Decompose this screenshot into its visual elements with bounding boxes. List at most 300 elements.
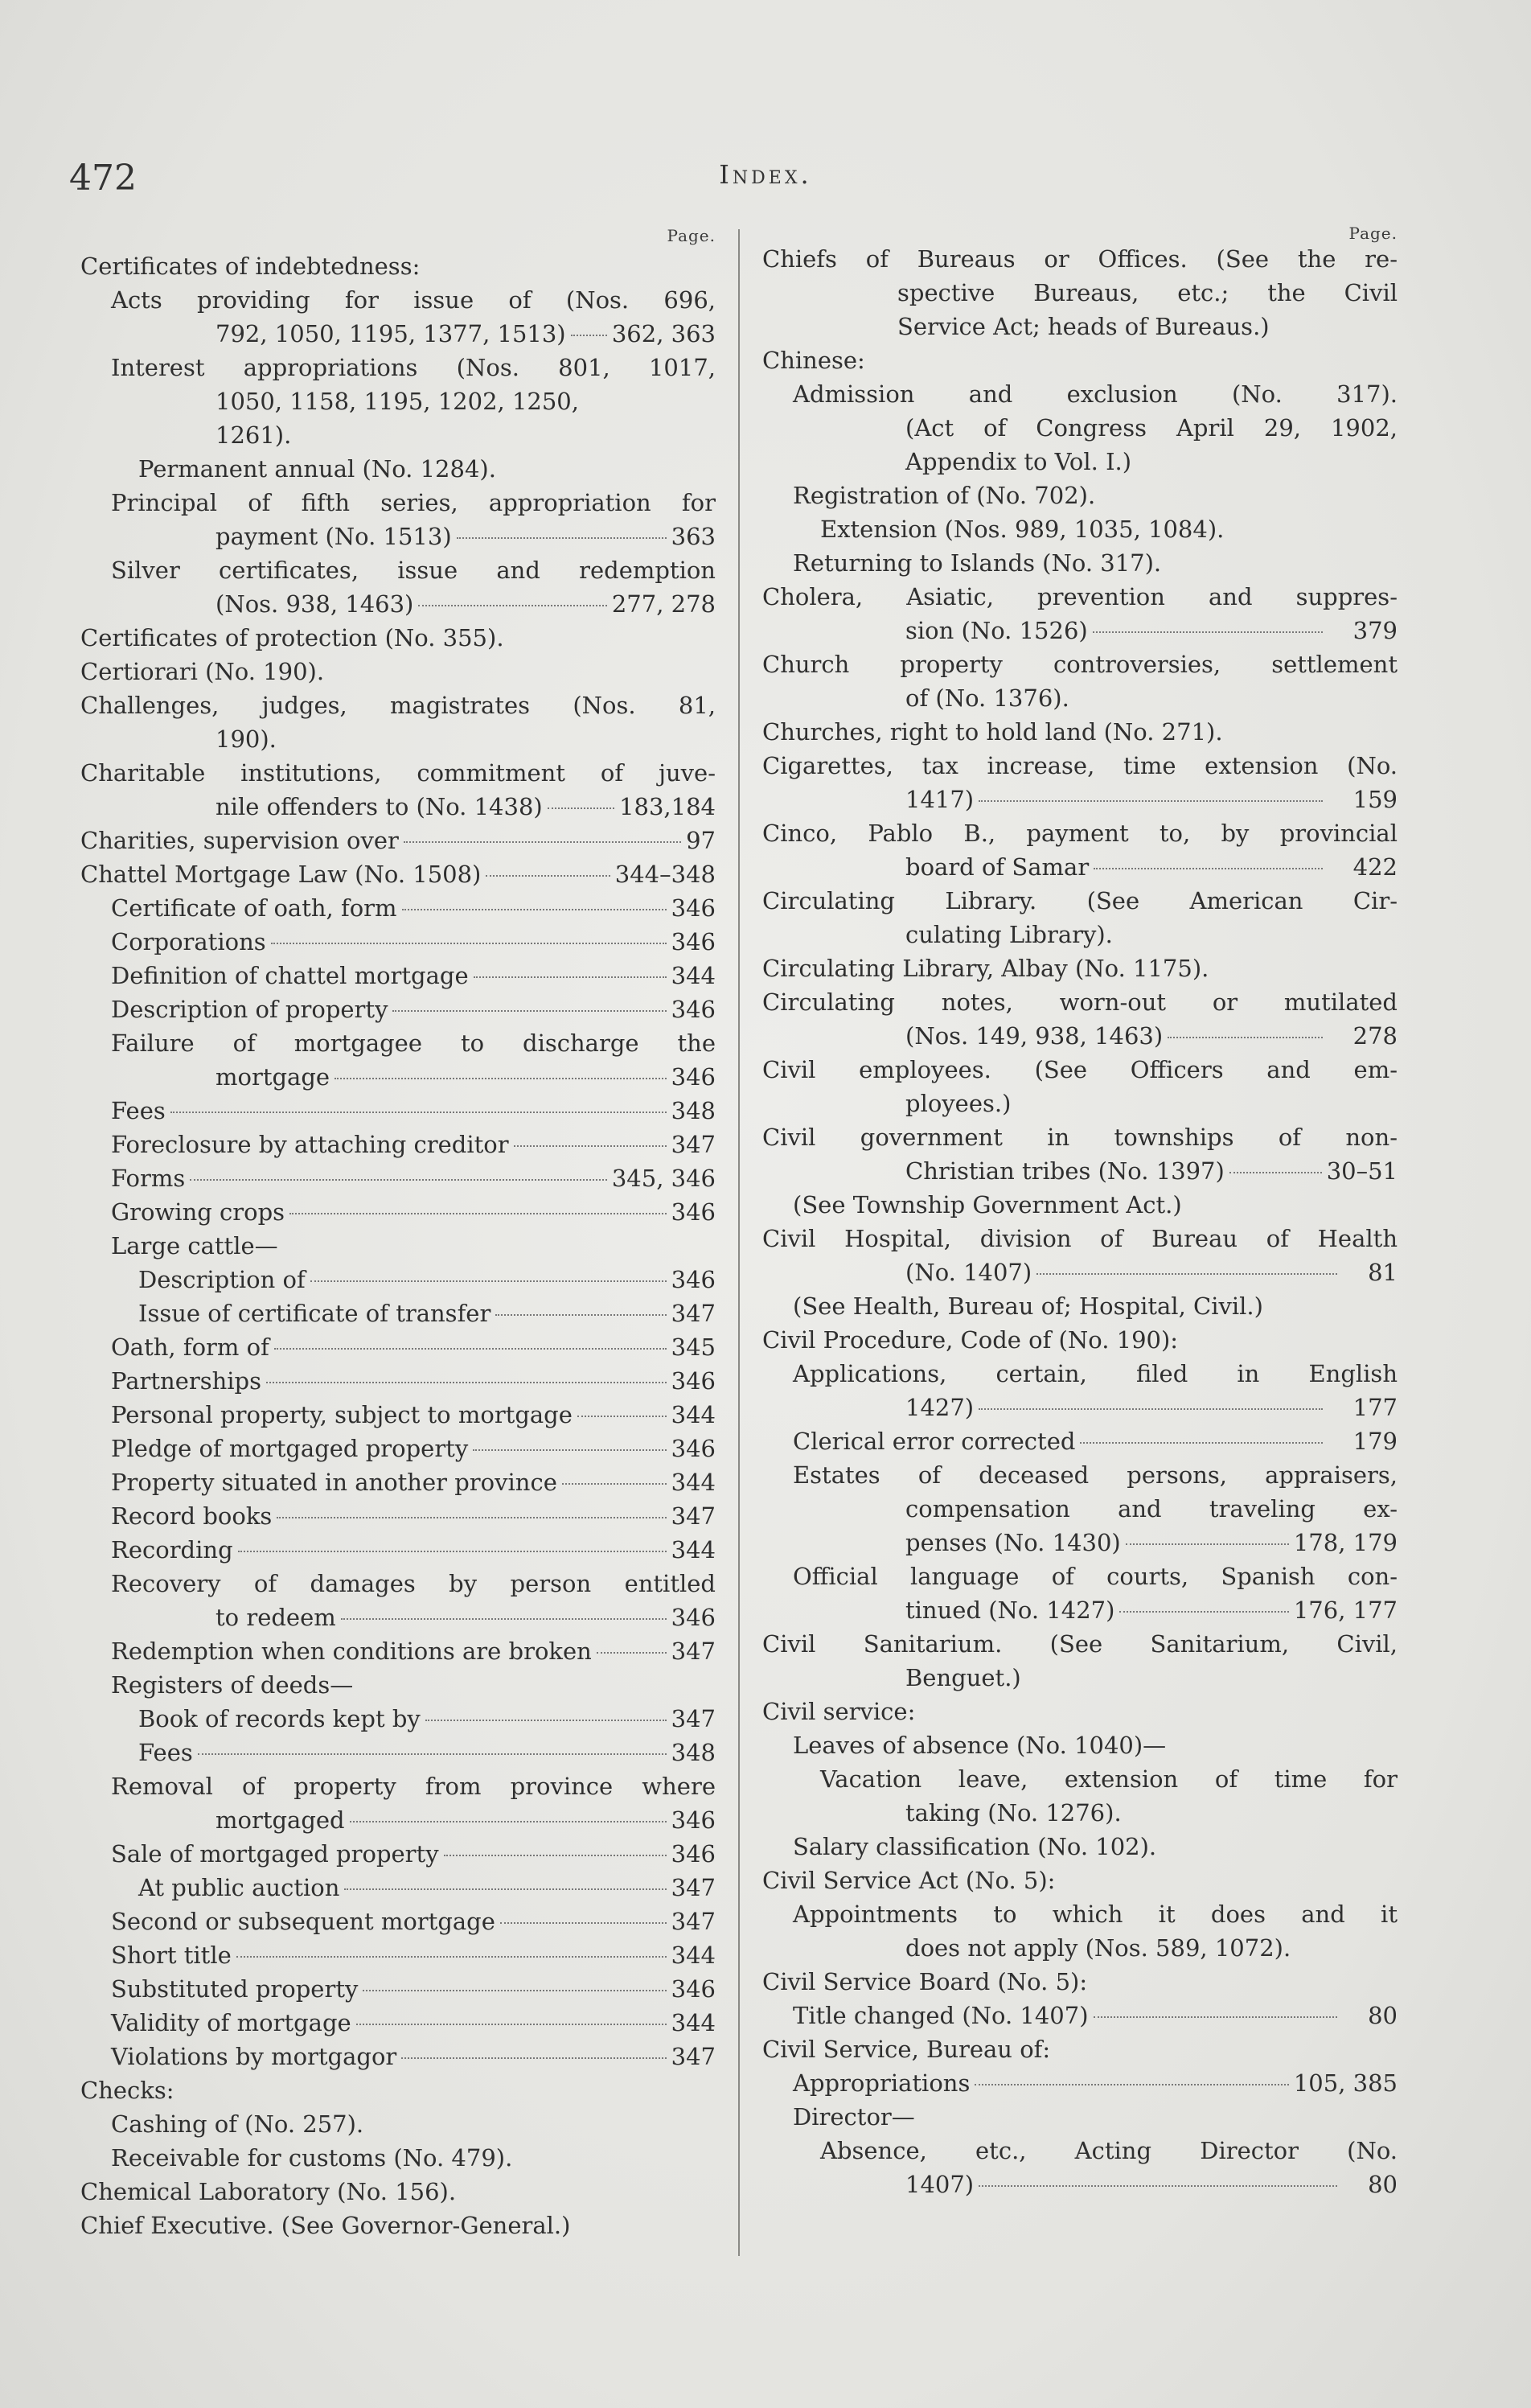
entry-text: Challenges, judges, magistrates (Nos. 81, bbox=[80, 692, 716, 719]
page-reference: 177 bbox=[1352, 1394, 1398, 1421]
index-entry bbox=[80, 553, 716, 587]
index-entry bbox=[80, 925, 716, 959]
dot-leader bbox=[1168, 1037, 1322, 1038]
entry-text: Absence, etc., Acting Director (No. bbox=[820, 2137, 1398, 2164]
entry-text: At public auction bbox=[138, 1874, 340, 1901]
page-reference: 363 bbox=[671, 523, 716, 550]
dot-leader bbox=[341, 1618, 667, 1620]
index-entry bbox=[80, 2006, 716, 2040]
entry-text: Certiorari (No. 190). bbox=[80, 658, 325, 685]
dot-leader bbox=[1094, 2016, 1338, 2018]
page-reference: 346 bbox=[671, 1975, 716, 2003]
entry-text: mortgaged bbox=[215, 1806, 345, 1834]
index-entry bbox=[80, 1128, 716, 1161]
page-reference: 344 bbox=[671, 1942, 716, 1969]
entry-text: Cinco, Pablo B., payment to, by provincial bbox=[762, 820, 1398, 847]
entry-text: Charities, supervision over bbox=[80, 827, 399, 854]
page-column-label: Page. bbox=[1348, 224, 1398, 243]
dot-leader bbox=[500, 1922, 667, 1924]
index-entry bbox=[80, 2141, 716, 2175]
page-reference: 345 bbox=[671, 1333, 716, 1361]
entry-text: Certificate of oath, form bbox=[111, 894, 397, 922]
entry-text: Admission and exclusion (No. 317). bbox=[793, 380, 1398, 408]
entry-text: Redemption when conditions are broken bbox=[111, 1638, 592, 1665]
entry-text: Cigarettes, tax increase, time extension (No. bbox=[762, 752, 1398, 779]
page-reference: 346 bbox=[671, 894, 716, 922]
entry-text: Book of records kept by bbox=[138, 1705, 421, 1732]
index-entry bbox=[762, 1661, 1398, 1695]
dot-leader bbox=[266, 1382, 667, 1383]
page-reference: 176, 177 bbox=[1293, 1596, 1398, 1624]
index-entry bbox=[762, 2100, 1398, 2134]
dot-leader bbox=[170, 1112, 667, 1113]
entry-text: Appendix to Vol. I.) bbox=[905, 448, 1132, 475]
index-entry bbox=[762, 1526, 1398, 1559]
index-entry bbox=[80, 756, 716, 790]
entry-text: Corporations bbox=[111, 928, 266, 955]
page-reference: 346 bbox=[671, 1604, 716, 1631]
index-entry bbox=[762, 580, 1398, 614]
entry-text: Returning to Islands (No. 317). bbox=[793, 549, 1162, 577]
page-reference: 422 bbox=[1352, 853, 1398, 881]
entry-text: of (No. 1376). bbox=[905, 684, 1069, 712]
entry-text: (See Township Government Act.) bbox=[793, 1191, 1182, 1218]
page-reference: 347 bbox=[671, 2043, 716, 2070]
page-reference: 346 bbox=[671, 1806, 716, 1834]
entry-text: 190). bbox=[215, 725, 277, 753]
index-entry bbox=[762, 918, 1398, 951]
entry-text: Civil Service Act (No. 5): bbox=[762, 1867, 1056, 1894]
entry-text: 1427) bbox=[905, 1394, 975, 1421]
entry-text: 1407) bbox=[905, 2171, 975, 2198]
page-reference: 346 bbox=[671, 1840, 716, 1868]
page-reference: 80 bbox=[1368, 2171, 1398, 2198]
index-entry bbox=[80, 283, 716, 317]
index-entry bbox=[762, 1424, 1398, 1458]
dot-leader bbox=[1119, 1611, 1288, 1613]
index-entry bbox=[762, 546, 1398, 580]
dot-leader bbox=[495, 1314, 666, 1316]
entry-text: Personal property, subject to mortgage bbox=[111, 1401, 573, 1428]
index-entry bbox=[80, 418, 716, 452]
dot-leader bbox=[198, 1753, 667, 1755]
index-entry bbox=[762, 242, 1398, 276]
page-reference: 344 bbox=[671, 962, 716, 989]
dot-leader bbox=[401, 2057, 666, 2059]
index-entry bbox=[762, 1695, 1398, 1728]
page-reference: 81 bbox=[1368, 1259, 1398, 1286]
index-entry bbox=[762, 1391, 1398, 1424]
dot-leader bbox=[571, 335, 607, 336]
index-entry bbox=[762, 1559, 1398, 1593]
index-entry bbox=[762, 850, 1398, 884]
index-entry bbox=[762, 647, 1398, 681]
right-index-column bbox=[762, 224, 1398, 2201]
dot-leader bbox=[425, 1720, 667, 1721]
index-entry bbox=[80, 1296, 716, 1330]
index-entry bbox=[762, 1053, 1398, 1087]
index-entry bbox=[762, 276, 1398, 310]
entry-text: (Nos. 938, 1463) bbox=[215, 590, 414, 618]
entry-text: Civil Service Board (No. 5): bbox=[762, 1968, 1088, 1995]
dot-leader bbox=[236, 1956, 667, 1958]
dot-leader bbox=[392, 1010, 666, 1012]
dot-leader bbox=[979, 1408, 1323, 1410]
dot-leader bbox=[562, 1483, 667, 1485]
index-entry bbox=[80, 824, 716, 857]
index-entry bbox=[762, 2066, 1398, 2100]
index-entry bbox=[762, 783, 1398, 816]
index-entry bbox=[80, 1702, 716, 1736]
page-reference: 346 bbox=[671, 1063, 716, 1091]
dot-leader bbox=[289, 1213, 667, 1214]
entry-text: Civil government in townships of non- bbox=[762, 1124, 1398, 1151]
page-reference: 348 bbox=[671, 1097, 716, 1124]
index-entry bbox=[762, 1255, 1398, 1289]
entry-text: Principal of fifth series, appropriation for bbox=[111, 489, 716, 516]
page-reference: 346 bbox=[671, 1435, 716, 1462]
column-divider bbox=[738, 229, 740, 2256]
entry-text: Record books bbox=[111, 1502, 273, 1530]
entry-text: board of Samar bbox=[905, 853, 1090, 881]
index-entry bbox=[762, 1999, 1398, 2032]
entry-text: Acts providing for issue of (Nos. 696, bbox=[111, 286, 716, 314]
page-number: 472 bbox=[69, 158, 137, 199]
entry-text: Appointments to which it does and it bbox=[793, 1901, 1398, 1928]
entry-text: Recording bbox=[111, 1536, 233, 1564]
entry-text: sion (No. 1526) bbox=[905, 617, 1088, 644]
index-entry bbox=[80, 1195, 716, 1229]
entry-text: Civil employees. (See Officers and em- bbox=[762, 1056, 1398, 1083]
entry-text: Forms bbox=[111, 1165, 186, 1192]
entry-text: Chattel Mortgage Law (No. 1508) bbox=[80, 861, 482, 888]
entry-text: (Nos. 149, 938, 1463) bbox=[905, 1022, 1164, 1050]
left-index-column bbox=[80, 227, 716, 2242]
entry-text: mortgage bbox=[215, 1063, 330, 1091]
index-entry bbox=[80, 520, 716, 553]
index-entry bbox=[762, 1289, 1398, 1323]
entry-text: Short title bbox=[111, 1942, 232, 1969]
index-entry bbox=[762, 2032, 1398, 2066]
index-entry bbox=[762, 884, 1398, 918]
dot-leader bbox=[975, 2084, 1289, 2085]
index-entry bbox=[80, 959, 716, 992]
entry-text: Civil Procedure, Code of (No. 190): bbox=[762, 1326, 1179, 1354]
index-entry bbox=[762, 1931, 1398, 1965]
page-reference: 346 bbox=[671, 928, 716, 955]
dot-leader bbox=[363, 1990, 666, 1991]
dot-leader bbox=[474, 976, 667, 978]
dot-leader bbox=[1094, 868, 1322, 869]
entry-text: Growing crops bbox=[111, 1198, 285, 1226]
page-reference: 80 bbox=[1368, 2002, 1398, 2029]
index-entry bbox=[762, 310, 1398, 343]
entry-text: Civil service: bbox=[762, 1698, 916, 1725]
page-reference: 277, 278 bbox=[611, 590, 716, 618]
entry-text: Circulating Library, Albay (No. 1175). bbox=[762, 955, 1209, 982]
dot-leader bbox=[1093, 631, 1323, 633]
index-entry bbox=[762, 749, 1398, 783]
entry-text: does not apply (Nos. 589, 1072). bbox=[905, 1934, 1291, 1962]
entry-text: Violations by mortgagor bbox=[111, 2043, 397, 2070]
dot-leader bbox=[238, 1551, 667, 1552]
index-entry bbox=[80, 1465, 716, 1499]
index-entry bbox=[762, 1830, 1398, 1864]
index-entry bbox=[762, 951, 1398, 985]
page-reference: 159 bbox=[1352, 786, 1398, 813]
entry-text: Fees bbox=[111, 1097, 166, 1124]
index-entry bbox=[762, 2134, 1398, 2168]
entry-text: Civil Hospital, division of Bureau of Health bbox=[762, 1225, 1398, 1252]
dot-leader bbox=[190, 1179, 607, 1181]
entry-text: Property situated in another province bbox=[111, 1469, 557, 1496]
index-entry bbox=[80, 688, 716, 722]
page-reference: 278 bbox=[1352, 1022, 1398, 1050]
entry-text: to redeem bbox=[215, 1604, 336, 1631]
entry-text: Recovery of damages by person entitled bbox=[111, 1570, 716, 1597]
index-entry bbox=[80, 1229, 716, 1263]
entry-text: (See Health, Bureau of; Hospital, Civil.) bbox=[793, 1292, 1263, 1320]
entry-text: Large cattle— bbox=[111, 1232, 278, 1259]
index-entry bbox=[80, 2040, 716, 2073]
entry-text: taking (No. 1276). bbox=[905, 1799, 1122, 1827]
entry-text: Fees bbox=[138, 1739, 193, 1766]
entry-text: Validity of mortgage bbox=[111, 2009, 351, 2036]
dot-leader bbox=[274, 1348, 667, 1350]
index-entry bbox=[80, 486, 716, 520]
page-reference: 362, 363 bbox=[611, 320, 716, 347]
index-entry bbox=[80, 857, 716, 891]
index-entry bbox=[762, 1864, 1398, 1897]
index-entry bbox=[80, 2175, 716, 2209]
index-entry bbox=[762, 985, 1398, 1019]
entry-text: Second or subsequent mortgage bbox=[111, 1908, 495, 1935]
entry-text: tinued (No. 1427) bbox=[905, 1596, 1115, 1624]
index-entry bbox=[80, 722, 716, 756]
entry-text: Sale of mortgaged property bbox=[111, 1840, 439, 1868]
index-entry bbox=[80, 1905, 716, 1938]
page-reference: 347 bbox=[671, 1874, 716, 1901]
dot-leader bbox=[1126, 1543, 1289, 1545]
index-entry bbox=[80, 384, 716, 418]
entry-text: Civil Service, Bureau of: bbox=[762, 2036, 1051, 2063]
dot-leader bbox=[1080, 1442, 1322, 1444]
entry-text: Silver certificates, issue and redemption bbox=[111, 557, 716, 584]
index-entry bbox=[80, 1668, 716, 1702]
entry-text: Failure of mortgagee to discharge the bbox=[111, 1029, 716, 1057]
page-reference: 347 bbox=[671, 1638, 716, 1665]
index-entry bbox=[762, 479, 1398, 512]
entry-text: 1261). bbox=[215, 421, 292, 449]
index-entry bbox=[80, 1601, 716, 1634]
index-entry bbox=[80, 992, 716, 1026]
page-reference: 346 bbox=[671, 1198, 716, 1226]
entry-text: Cholera, Asiatic, prevention and suppres- bbox=[762, 583, 1398, 610]
index-entry bbox=[80, 891, 716, 925]
dot-leader bbox=[1036, 1273, 1337, 1275]
entry-text: Interest appropriations (Nos. 801, 1017, bbox=[111, 354, 716, 381]
dot-leader bbox=[457, 537, 667, 539]
entry-text: Pledge of mortgaged property bbox=[111, 1435, 469, 1462]
index-entry bbox=[762, 1222, 1398, 1255]
page-reference: 379 bbox=[1352, 617, 1398, 644]
index-entry bbox=[762, 1154, 1398, 1188]
page-reference: 346 bbox=[671, 996, 716, 1023]
page-reference: 347 bbox=[671, 1300, 716, 1327]
dot-leader bbox=[310, 1280, 667, 1282]
entry-text: Receivable for customs (No. 479). bbox=[111, 2144, 513, 2172]
entry-text: Salary classification (No. 102). bbox=[793, 1833, 1157, 1860]
entry-text: Leaves of absence (No. 1040)— bbox=[793, 1732, 1167, 1759]
dot-leader bbox=[514, 1145, 667, 1147]
page-reference: 105, 385 bbox=[1293, 2069, 1398, 2097]
index-entry bbox=[762, 681, 1398, 715]
index-entry bbox=[80, 1837, 716, 1871]
entry-text: culating Library). bbox=[905, 921, 1113, 948]
dot-leader bbox=[548, 807, 614, 809]
entry-text: 1050, 1158, 1195, 1202, 1250, bbox=[215, 388, 579, 415]
index-entry bbox=[80, 1769, 716, 1803]
page-reference: 183,184 bbox=[619, 793, 716, 820]
index-entry bbox=[762, 1492, 1398, 1526]
index-entry bbox=[80, 1432, 716, 1465]
index-entry bbox=[762, 1965, 1398, 1999]
page-reference: 346 bbox=[671, 1266, 716, 1293]
entry-text: Registration of (No. 702). bbox=[793, 482, 1096, 509]
entry-text: penses (No. 1430) bbox=[905, 1529, 1121, 1556]
page-reference: 344–348 bbox=[614, 861, 716, 888]
index-entry bbox=[80, 2073, 716, 2107]
index-entry bbox=[80, 1094, 716, 1128]
dot-leader bbox=[418, 605, 606, 606]
entry-text: Substituted property bbox=[111, 1975, 359, 2003]
index-entry bbox=[762, 1087, 1398, 1120]
index-entry bbox=[762, 1897, 1398, 1931]
entry-text: Removal of property from province where bbox=[111, 1773, 716, 1800]
index-entry bbox=[80, 2209, 716, 2242]
index-entry bbox=[80, 1972, 716, 2006]
entry-text: Chinese: bbox=[762, 347, 865, 374]
index-entry bbox=[762, 1019, 1398, 1053]
dot-leader bbox=[979, 2185, 1337, 2187]
entry-text: Service Act; heads of Bureaus.) bbox=[897, 313, 1270, 340]
entry-text: Checks: bbox=[80, 2077, 174, 2104]
page-reference: 348 bbox=[671, 1739, 716, 1766]
entry-text: Vacation leave, extension of time for bbox=[820, 1765, 1398, 1793]
entry-text: Clerical error corrected bbox=[793, 1428, 1076, 1455]
entry-text: ployees.) bbox=[905, 1090, 1012, 1117]
index-entry bbox=[80, 2107, 716, 2141]
dot-leader bbox=[473, 1449, 666, 1451]
entry-text: payment (No. 1513) bbox=[215, 523, 452, 550]
index-entry bbox=[762, 1728, 1398, 1762]
index-entry bbox=[762, 614, 1398, 647]
index-entry bbox=[80, 351, 716, 384]
entry-text: Registers of deeds— bbox=[111, 1671, 354, 1699]
entry-text: Certificates of indebtedness: bbox=[80, 253, 421, 280]
index-entry bbox=[762, 512, 1398, 546]
index-entry bbox=[80, 1634, 716, 1668]
dot-leader bbox=[577, 1416, 667, 1417]
index-entry bbox=[80, 1533, 716, 1567]
entry-text: spective Bureaus, etc.; the Civil bbox=[897, 279, 1398, 306]
index-entry bbox=[762, 1188, 1398, 1222]
entry-text: Description of property bbox=[111, 996, 388, 1023]
entry-text: 792, 1050, 1195, 1377, 1513) bbox=[215, 320, 566, 347]
entry-text: Cashing of (No. 257). bbox=[111, 2110, 364, 2138]
dot-leader bbox=[597, 1652, 667, 1654]
entry-text: Christian tribes (No. 1397) bbox=[905, 1157, 1225, 1185]
entry-text: Applications, certain, filed in English bbox=[793, 1360, 1398, 1387]
dot-leader bbox=[444, 1855, 667, 1856]
index-entry bbox=[80, 1871, 716, 1905]
page-reference: 97 bbox=[686, 827, 716, 854]
index-entry bbox=[80, 1026, 716, 1060]
entry-text: Chief Executive. (See Governor-General.) bbox=[80, 2212, 571, 2239]
page-reference: 178, 179 bbox=[1293, 1529, 1398, 1556]
entry-text: Church property controversies, settlement bbox=[762, 651, 1398, 678]
index-entry bbox=[762, 1762, 1398, 1796]
entry-text: Charitable institutions, commitment of juve- bbox=[80, 759, 716, 787]
index-entry bbox=[762, 411, 1398, 445]
entry-text: Estates of deceased persons, appraisers, bbox=[793, 1461, 1398, 1489]
page-reference: 344 bbox=[671, 2009, 716, 2036]
entry-text: compensation and traveling ex- bbox=[905, 1495, 1398, 1522]
page-reference: 347 bbox=[671, 1502, 716, 1530]
index-entry bbox=[80, 1161, 716, 1195]
page-reference: 344 bbox=[671, 1401, 716, 1428]
dot-leader bbox=[277, 1517, 666, 1518]
page-reference: 30–51 bbox=[1326, 1157, 1398, 1185]
index-entry bbox=[80, 621, 716, 655]
entry-text: Title changed (No. 1407) bbox=[793, 2002, 1089, 2029]
entry-text: Chemical Laboratory (No. 156). bbox=[80, 2178, 457, 2205]
index-entry bbox=[80, 317, 716, 351]
index-entry bbox=[762, 377, 1398, 411]
entry-text: Director— bbox=[793, 2103, 915, 2131]
entry-text: Circulating notes, worn-out or mutilated bbox=[762, 988, 1398, 1016]
dot-leader bbox=[1229, 1172, 1322, 1173]
entry-text: Partnerships bbox=[111, 1367, 261, 1395]
entry-text: 1417) bbox=[905, 786, 975, 813]
page-reference: 347 bbox=[671, 1908, 716, 1935]
index-entry bbox=[80, 452, 716, 486]
index-entry bbox=[762, 1120, 1398, 1154]
index-entry bbox=[762, 2168, 1398, 2201]
entry-text: Description of bbox=[138, 1266, 306, 1293]
entry-text: Official language of courts, Spanish con- bbox=[793, 1563, 1398, 1590]
dot-leader bbox=[350, 1821, 667, 1822]
entry-text: Oath, form of bbox=[111, 1333, 269, 1361]
page-reference: 347 bbox=[671, 1705, 716, 1732]
entry-text: Issue of certificate of transfer bbox=[138, 1300, 491, 1327]
index-entry bbox=[762, 816, 1398, 850]
dot-leader bbox=[486, 875, 610, 877]
entry-text: Definition of chattel mortgage bbox=[111, 962, 469, 989]
page-column-label: Page. bbox=[667, 226, 716, 245]
index-entry bbox=[80, 1364, 716, 1398]
entry-text: Foreclosure by attaching creditor bbox=[111, 1131, 509, 1158]
entry-text: nile offenders to (No. 1438) bbox=[215, 793, 543, 820]
dot-leader bbox=[402, 909, 667, 910]
index-entry bbox=[80, 587, 716, 621]
index-entry bbox=[80, 1398, 716, 1432]
entry-text: Churches, right to hold land (No. 271). bbox=[762, 718, 1223, 746]
index-entry bbox=[80, 1803, 716, 1837]
entry-text: (No. 1407) bbox=[905, 1259, 1032, 1286]
index-entry bbox=[762, 445, 1398, 479]
page-title: Index. bbox=[719, 159, 812, 190]
